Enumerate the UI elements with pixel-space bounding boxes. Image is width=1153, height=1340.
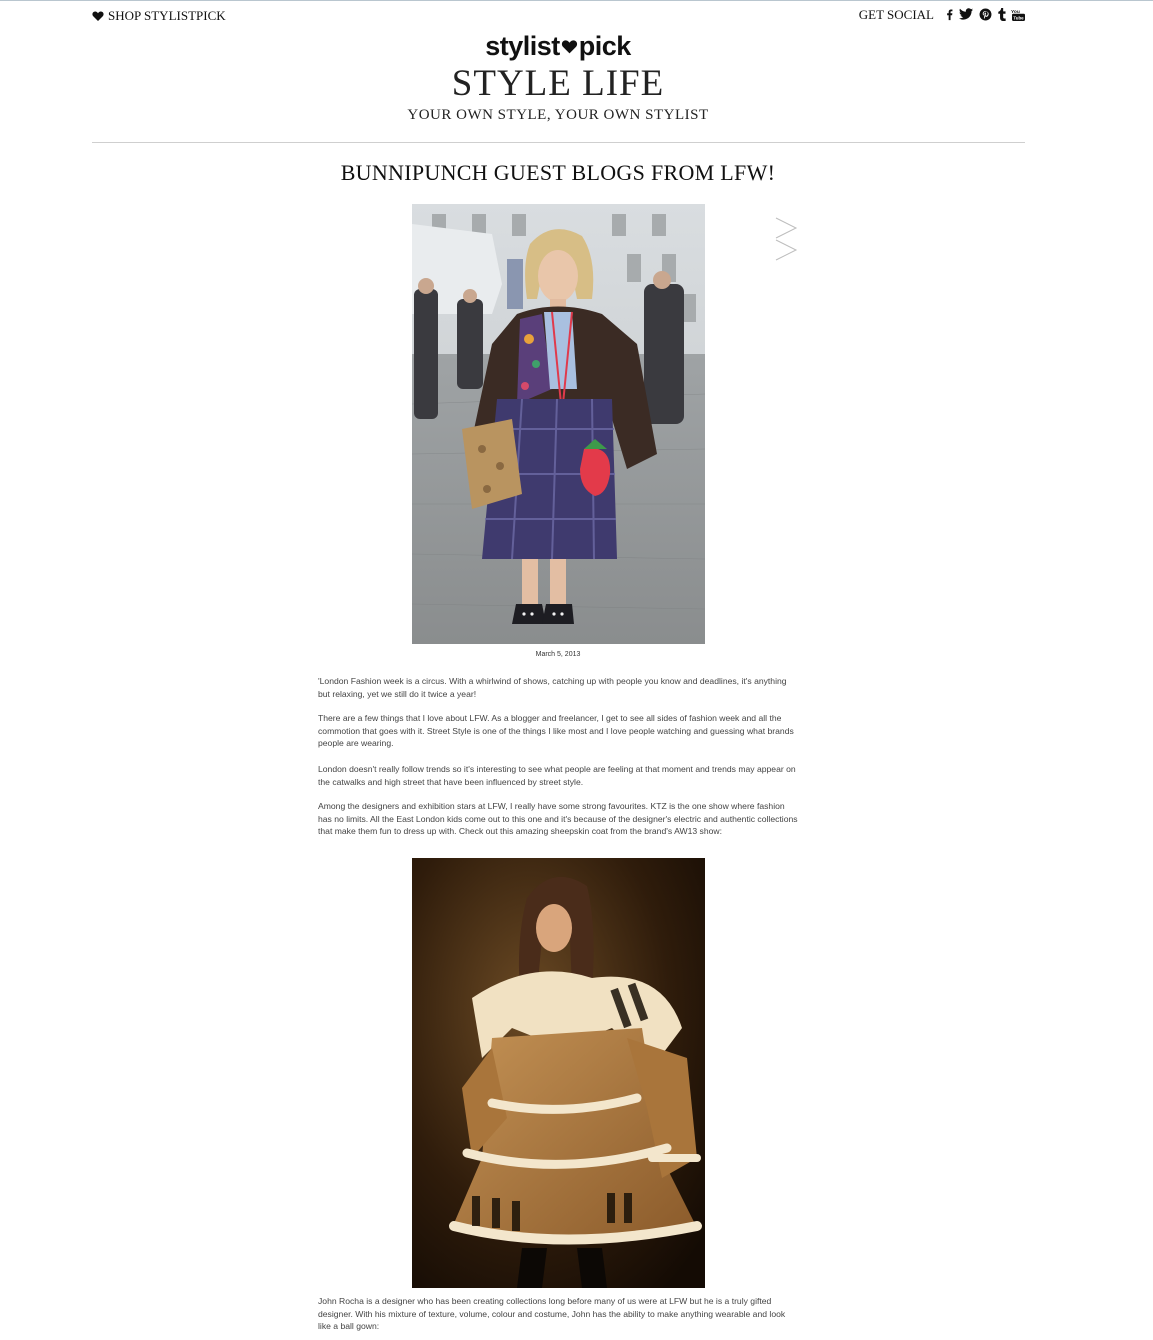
svg-text:Tube: Tube <box>1013 15 1024 21</box>
post-paragraph: John Rocha is a designer who has been creating collections long before many of us were at LFW but he is a truly gifted designer. With his mixture of texture, volume, colour and costume, John has the ability to make anything wearable and look like a ball gown: <box>318 1296 786 1332</box>
svg-text:You: You <box>1010 9 1020 15</box>
post-paragraph: London doesn't really follow trends so it's interesting to see what people are feeling at that moment and trends may appear on the catwalks and high street that have been influenced by street style. <box>318 764 796 787</box>
top-bar <box>92 7 1025 25</box>
heart-icon <box>92 10 104 22</box>
twitter-icon[interactable] <box>959 8 973 22</box>
post-title: BUNNIPUNCH GUEST BLOGS FROM LFW! <box>340 160 776 185</box>
logo-heart-icon <box>561 39 578 54</box>
social-links <box>859 7 1025 23</box>
post-date: March 5, 2013 <box>535 651 581 658</box>
pinterest-icon[interactable] <box>979 8 992 22</box>
tumblr-icon[interactable] <box>998 8 1006 22</box>
site-tagline: YOUR OWN STYLE, YOUR OWN STYLIST <box>407 107 709 123</box>
shop-stylistpick-link[interactable] <box>92 8 226 24</box>
top-border <box>0 0 1153 1</box>
post-paragraph: Among the designers and exhibition stars at LFW, I really have some strong favourites. KTZ is the one show where fashion has no limits. All the East London kids come out to this one and it's because of the designer's electric and authentic collections that make them fun to dress up with. Check out this amazing sheepskin coat from the brand's AW13 show: <box>318 801 798 837</box>
stylistpick-logo[interactable] <box>485 30 631 62</box>
get-social-label: GET SOCIAL <box>858 7 934 22</box>
youtube-icon[interactable] <box>1012 8 1025 22</box>
header-divider <box>92 142 1025 143</box>
post-paragraph: There are a few things that I love about LFW. As a blogger and freelancer, I get to see all sides of fashion week and all the commotion that goes with it. Street Style is one of the things I like most and I love people watching and guessing what brands people are wearing. <box>318 713 794 749</box>
street-style-photo <box>412 204 705 644</box>
logo-right-text: pick <box>578 30 631 61</box>
post-paragraph: 'London Fashion week is a circus. With a whirlwind of shows, catching up with people you know and deadlines, it's anything but relaxing, yet we still do it twice a year! <box>318 676 787 699</box>
site-header <box>0 30 1116 124</box>
chevron-right-icon <box>774 214 800 264</box>
site-title[interactable]: STYLE LIFE <box>451 63 665 104</box>
next-post-arrow[interactable] <box>774 214 800 264</box>
facebook-icon[interactable] <box>946 8 953 22</box>
shop-label: SHOP STYLISTPICK <box>108 8 226 23</box>
ktz-sheepskin-coat-photo <box>412 858 705 1288</box>
logo-left-text: stylist <box>485 30 560 61</box>
